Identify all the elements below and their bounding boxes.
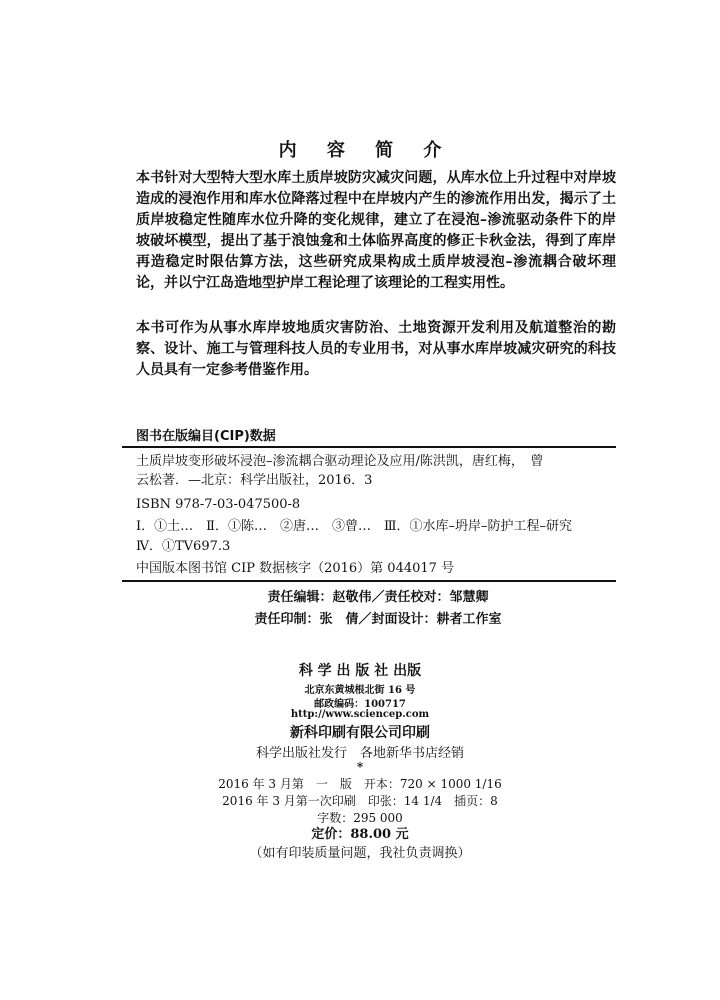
editor-credits: 责任编辑：赵敬伟／责任校对：邹慧卿 — [267, 590, 489, 605]
cip-bottom-rule — [122, 580, 616, 582]
cip-classification-line-2: Ⅳ．①TV697.3 — [136, 539, 231, 554]
cip-verification-number: 中国版本图书馆 CIP 数据核字（2016）第 044017 号 — [136, 561, 455, 576]
cip-top-rule — [122, 446, 616, 448]
publisher-postcode: 邮政编码：100717 — [314, 699, 406, 710]
printer-name: 新科印刷有限公司印刷 — [290, 725, 430, 741]
page-title: 内 容 简 介 — [278, 140, 454, 161]
distribution-info: 科学出版社发行 各地新华书店经销 — [255, 746, 464, 761]
publisher-address: 北京东黄城根北街 16 号 — [304, 685, 416, 696]
cip-isbn: ISBN 978-7-03-047500-8 — [136, 497, 301, 512]
publisher-name: 科 学 出 版 社 出版 — [298, 663, 422, 679]
quality-note: （如有印装质量问题，我社负责调换） — [249, 846, 471, 861]
cip-title-line-1: 土质岸坡变形破坏浸泡–渗流耦合驱动理论及应用/陈洪凯，唐红梅， 曾 — [136, 454, 544, 469]
printing-sheets: 2016 年 3 月第一次印刷 印张：14 1/4 插页：8 — [222, 794, 498, 808]
edition-format: 2016 年 3 月第 一 版 开本：720 × 1000 1/16 — [218, 777, 502, 791]
intro-paragraph-1: 本书针对大型特大型水库土质岸坡防灾减灾问题，从库水位上升过程中对岸坡造成的浸泡作用和库水位降落过程中在岸坡内产生的渗流作用出发，揭示了土质岸坡稳定性随库水位升降的变化规律，建立了在浸泡–渗流驱动条件下的岸坡破坏模型，提出了基于浪蚀龛和土体临界高度的修正卡秋金法，得到了库岸再造稳定时限估算方法，这些研究成果构成土质岸坡浸泡–渗流耦合破坏理论，并以宁江岛造地型护岸工程论理了该理论的工程实用性。 — [136, 170, 616, 291]
intro-paragraph-2: 本书可作为从事水库岸坡地质灾害防治、土地资源开发利用及航道整治的勘察、设计、施工与管理科技人员的专业用书，对从事水库岸坡减灾研究的科技人员具有一定参考借鉴作用。 — [136, 320, 616, 378]
cip-title-line-2: 云松著．—北京：科学出版社，2016．3 — [136, 473, 373, 488]
word-count: 字数：295 000 — [317, 811, 403, 825]
production-credits: 责任印制：张 倩／封面设计：耕者工作室 — [254, 612, 502, 627]
cip-classification-line-1: Ⅰ．①土… Ⅱ．①陈… ②唐… ③曾… Ⅲ．①水库–坍岸–防护工程–研究 — [136, 519, 573, 534]
publisher-website: http://www.sciencep.com — [290, 709, 430, 720]
section-separator: * — [356, 760, 364, 774]
book-price: 定价：88.00 元 — [311, 827, 409, 842]
cip-header: 图书在版编目(CIP)数据 — [136, 429, 276, 444]
